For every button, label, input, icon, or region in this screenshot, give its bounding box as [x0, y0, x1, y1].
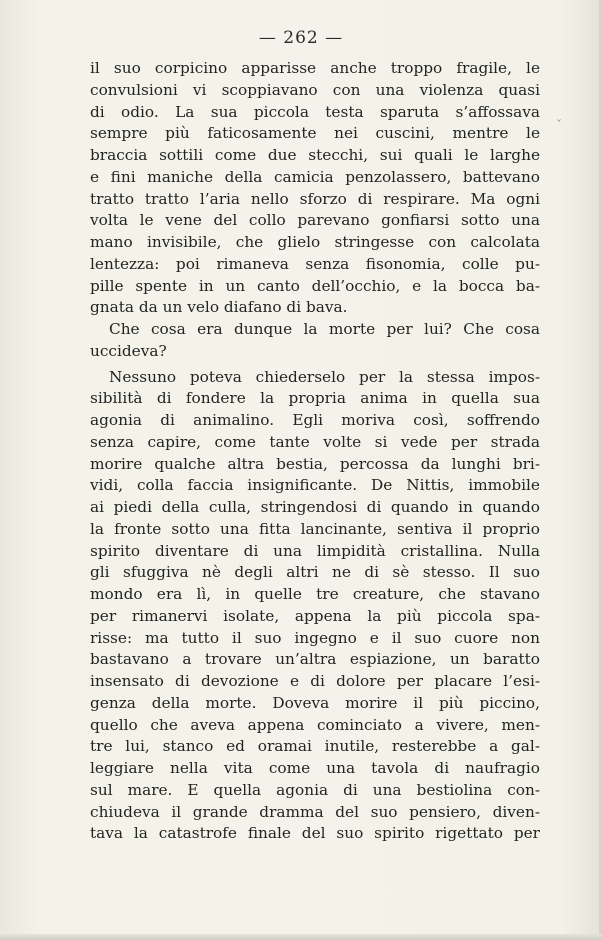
text-line: spirito diventare di una limpidità cristallina. Nulla	[90, 541, 540, 560]
text-line: gli sfuggiva nè degli altri ne di sè stesso. Il suo	[90, 563, 540, 582]
page-edge-bottom	[0, 934, 602, 940]
text-line: sul mare. E quella agonia di una bestiolina con-	[90, 780, 540, 799]
text-line: sempre più faticosamente nei cuscini, mentre le	[90, 124, 540, 143]
text-line: Che cosa era dunque la morte per lui? Che cosa	[109, 320, 540, 338]
text-line: agonia di animalino. Egli moriva così, soffrendo	[90, 411, 540, 429]
text-line: uccideva?	[90, 341, 167, 360]
text-line: e fini maniche della camicia penzolassero, battevano	[90, 167, 540, 186]
text-line: morire qualche altra bestia, percossa da lunghi bri-	[90, 454, 540, 473]
page-number: — 262 —	[258, 28, 344, 48]
text-line: Nessuno poteva chiederselo per la stessa impos-	[109, 367, 540, 386]
text-line: tava la catastrofe finale del suo spirito rigettato per	[90, 824, 540, 843]
text-line: mondo era lì, in quelle tre creature, che stavano	[90, 585, 540, 603]
text-line: insensato di devozione e di dolore per placare l’esi-	[90, 672, 540, 690]
text-line: convulsioni vi scoppiavano con una violenza quasi	[90, 80, 540, 99]
body-text	[90, 58, 540, 845]
text-line: di odio. La sua piccola testa sparuta s’affossava	[90, 102, 540, 121]
text-line: genza della morte. Doveva morire il più piccino,	[90, 693, 540, 712]
text-line: lentezza: poi rimaneva senza fisonomia, colle pu-	[90, 254, 540, 273]
text-line: quello che aveva appena cominciato a vivere, men-	[90, 715, 540, 734]
text-line: senza capire, come tante volte si vede per strada	[90, 432, 540, 451]
text-line: il suo corpicino apparisse anche troppo fragile, le	[90, 59, 540, 77]
text-line: la fronte sotto una fitta lancinante, sentiva il proprio	[90, 519, 540, 538]
text-line: volta le vene del collo parevano gonfiarsi sotto una	[90, 211, 540, 230]
text-line: pille spente in un canto dell’occhio, e la bocca ba-	[90, 276, 540, 295]
text-line: vidi, colla faccia insignificante. De Nittis, immobile	[90, 476, 540, 495]
text-line: bastavano a trovare un’altra espiazione, un baratto	[90, 650, 540, 669]
text-line: tratto tratto l’aria nello sforzo di respirare. Ma ogni	[90, 189, 540, 208]
text-line: ai piedi della culla, stringendosi di quando in quando	[90, 498, 540, 516]
paper-speck: ˇ	[556, 118, 562, 132]
text-line: chiudeva il grande dramma del suo pensiero, diven-	[90, 802, 540, 821]
text-line: leggiare nella vita come una tavola di naufragio	[90, 759, 540, 777]
text-line: sibilità di fondere la propria anima in quella sua	[90, 389, 540, 408]
text-line: braccia sottili come due stecchi, sui quali le larghe	[90, 146, 540, 164]
text-line: mano invisibile, che glielo stringesse con calcolata	[90, 233, 540, 251]
text-line: risse: ma tutto il suo ingegno e il suo cuore non	[90, 628, 540, 647]
text-line: tre lui, stanco ed oramai inutile, resterebbe a gal-	[90, 737, 540, 756]
text-line: per rimanervi isolate, appena la più piccola spa-	[90, 606, 540, 625]
text-line: gnata da un velo diafano di bava.	[90, 298, 348, 317]
